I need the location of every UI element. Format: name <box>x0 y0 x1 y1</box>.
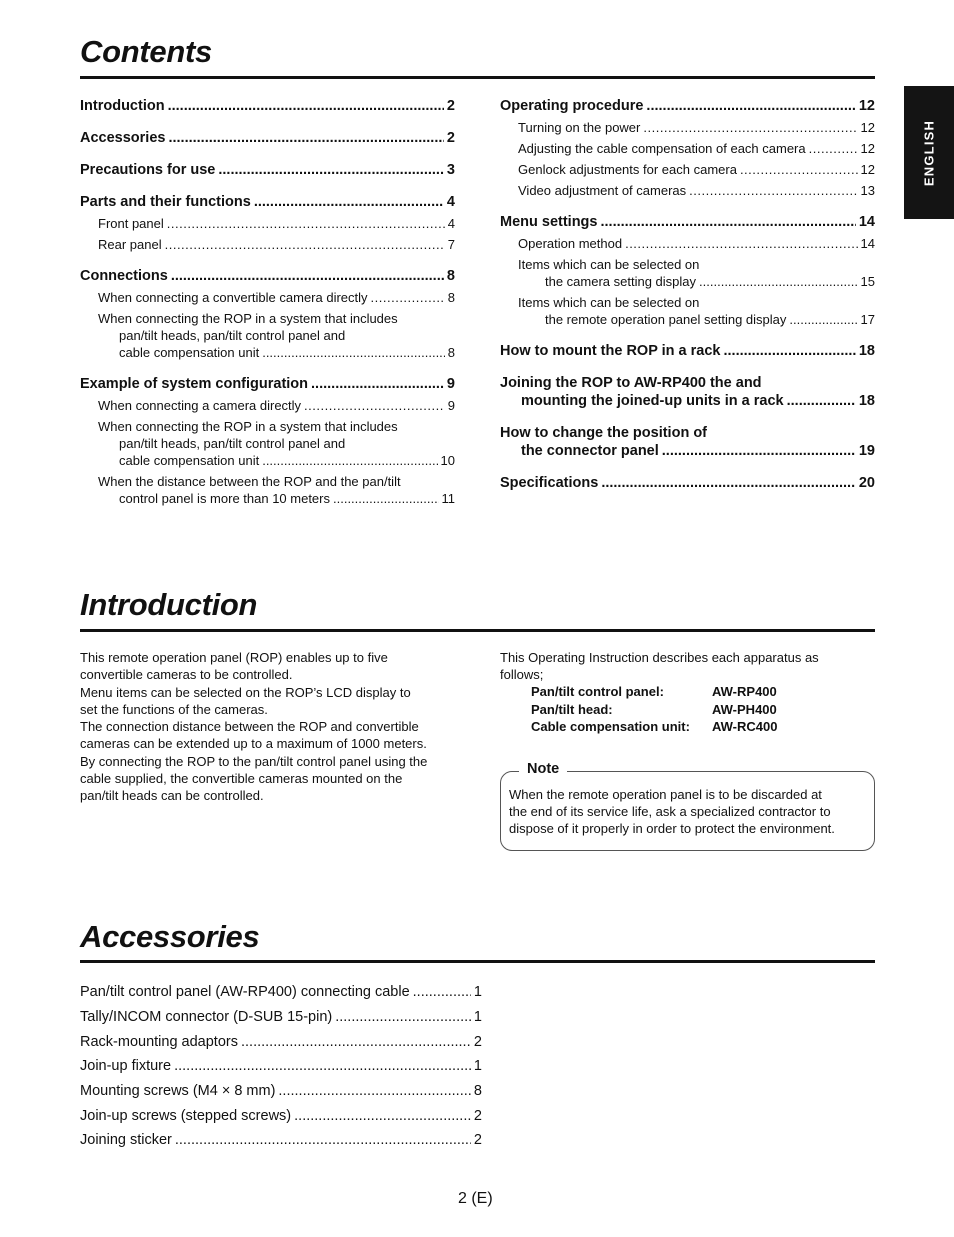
dot-leader <box>809 140 858 157</box>
toc-entry-page: 14 <box>860 236 875 251</box>
apparatus-model: AW-PH400 <box>712 701 777 717</box>
toc-entry-line-page: 18 <box>858 393 875 409</box>
toc-entry <box>500 294 875 328</box>
note-line: dispose of it properly in order to protect the environment. <box>509 821 835 836</box>
accessory-item-label: Join-up fixture <box>80 1058 172 1075</box>
toc-entry-page: 2 <box>446 130 455 146</box>
toc-entry-line <box>98 490 455 507</box>
toc-entry-line-page: 15 <box>860 274 875 289</box>
contents-right-column <box>500 97 875 492</box>
intro-line: Menu items can be selected on the ROP’s LCD display to <box>80 684 411 700</box>
dot-leader <box>165 236 445 253</box>
accessory-item-page: 2 <box>473 1033 482 1050</box>
apparatus-model: AW-RC400 <box>712 719 778 734</box>
toc-entry-line-page: 17 <box>860 312 875 327</box>
language-tab-label: ENGLISH <box>921 119 937 186</box>
toc-entry-line-page: 10 <box>440 453 455 468</box>
toc-entry-line: When connecting the ROP in a system that includes <box>98 419 398 434</box>
toc-entry <box>80 310 455 361</box>
toc-entry-page: 12 <box>860 162 875 177</box>
toc-entry-line-label: the remote operation panel setting display <box>545 312 787 327</box>
toc-entry <box>500 97 875 115</box>
dot-leader <box>168 129 443 147</box>
dot-leader <box>171 267 444 285</box>
toc-entry-line <box>518 311 875 328</box>
toc-entry <box>80 418 455 469</box>
toc-entry-page: 4 <box>447 216 455 231</box>
toc-entry-page: 8 <box>446 268 455 284</box>
apparatus-row <box>531 701 777 719</box>
toc-entry-line-page: 11 <box>441 491 455 506</box>
intro-line: cameras can be extended up to a maximum of 1000 meters. <box>80 736 427 752</box>
introduction-heading: Introduction <box>80 587 258 622</box>
toc-entry <box>80 289 455 306</box>
dot-leader <box>168 97 444 115</box>
apparatus-label: Cable compensation unit: <box>531 719 690 734</box>
toc-entry-line-label: control panel is more than 10 meters <box>119 491 330 506</box>
note-text <box>509 786 835 837</box>
accessory-item-page: 2 <box>473 1107 482 1124</box>
toc-entry-label: Genlock adjustments for each camera <box>518 162 737 177</box>
toc-entry-page: 2 <box>446 98 455 114</box>
dot-leader <box>218 161 444 179</box>
accessory-item-page: 1 <box>473 1058 482 1075</box>
toc-entry-line-page: 8 <box>447 345 455 360</box>
apparatus-model: AW-RP400 <box>712 684 777 699</box>
dot-leader <box>600 213 855 231</box>
intro-line: This remote operation panel (ROP) enables up to five <box>80 650 388 665</box>
toc-entry <box>500 474 875 492</box>
toc-entry-line: pan/tilt heads, pan/tilt control panel and <box>119 328 346 343</box>
toc-entry-page: 9 <box>446 376 455 392</box>
toc-entry-line <box>500 442 875 460</box>
toc-entry-label: Operation method <box>518 236 623 251</box>
dot-leader <box>643 119 857 136</box>
toc-entry <box>80 215 455 232</box>
dot-leader <box>646 97 855 115</box>
toc-entry-page: 4 <box>446 194 455 210</box>
toc-entry <box>500 119 875 136</box>
accessory-item-label: Pan/tilt control panel (AW-RP400) connecting cable <box>80 984 410 1001</box>
toc-entry-label: Accessories <box>80 130 166 146</box>
introduction-text-right <box>500 649 819 684</box>
dot-leader <box>699 273 858 290</box>
intro-line: The connection distance between the ROP and convertible <box>80 719 419 735</box>
toc-entry-line: When connecting the ROP in a system that includes <box>98 311 398 326</box>
toc-entry-line: Items which can be selected on <box>518 257 700 272</box>
accessory-item-label: Mounting screws (M4 × 8 mm) <box>80 1083 276 1100</box>
accessories-rule <box>80 960 875 963</box>
note-title: Note <box>519 761 567 777</box>
dot-leader <box>175 1132 471 1148</box>
accessory-item <box>80 980 482 1005</box>
dot-leader <box>689 182 857 199</box>
accessory-item-label: Joining sticker <box>80 1132 172 1149</box>
toc-entry-label: Example of system configuration <box>80 376 309 392</box>
accessory-item <box>80 1103 482 1128</box>
note-line: When the remote operation panel is to be discarded at <box>509 787 822 802</box>
toc-entry <box>500 424 875 460</box>
contents-left-column <box>80 97 455 507</box>
dot-leader <box>333 490 439 507</box>
toc-entry <box>80 267 455 285</box>
toc-entry-line: Items which can be selected on <box>518 295 700 310</box>
toc-entry <box>500 182 875 199</box>
dot-leader <box>723 342 855 360</box>
toc-entry-page: 12 <box>858 98 875 114</box>
dot-leader <box>371 289 445 306</box>
dot-leader <box>311 375 444 393</box>
toc-entry-line-label: the connector panel <box>521 443 659 459</box>
toc-entry-line <box>98 452 455 469</box>
toc-entry-label: Operating procedure <box>500 98 644 114</box>
dot-leader <box>304 397 445 414</box>
accessory-item-label: Join-up screws (stepped screws) <box>80 1107 292 1124</box>
toc-entry-label: Connections <box>80 268 168 284</box>
toc-entry-label: When connecting a camera directly <box>98 398 302 413</box>
toc-entry-page: 13 <box>860 183 875 198</box>
accessory-item <box>80 1005 482 1030</box>
accessory-item-page: 1 <box>473 984 482 1001</box>
toc-entry-line-label: mounting the joined-up units in a rack <box>521 393 784 409</box>
toc-entry <box>80 473 455 507</box>
dot-leader <box>662 442 856 460</box>
toc-entry-label: How to mount the ROP in a rack <box>500 343 721 359</box>
apparatus-row <box>531 718 777 736</box>
contents-rule <box>80 76 875 79</box>
apparatus-row <box>531 683 777 701</box>
toc-entry <box>80 97 455 115</box>
toc-entry-page: 12 <box>860 141 875 156</box>
apparatus-label: Pan/tilt control panel: <box>531 684 664 699</box>
toc-entry <box>80 193 455 211</box>
intro-line: cable supplied, the convertible cameras mounted on the <box>80 771 403 787</box>
introduction-rule <box>80 629 875 632</box>
toc-entry-label: Menu settings <box>500 214 598 230</box>
toc-entry-line-label: cable compensation unit <box>119 345 260 360</box>
toc-entry <box>500 256 875 290</box>
toc-entry-page: 7 <box>447 237 455 252</box>
accessory-item-page: 2 <box>473 1132 482 1149</box>
toc-entry <box>500 374 875 410</box>
toc-entry <box>500 342 875 360</box>
toc-entry-label: Rear panel <box>98 237 162 252</box>
toc-entry-page: 8 <box>447 290 455 305</box>
accessory-item-label: Rack-mounting adaptors <box>80 1033 238 1050</box>
accessory-item <box>80 1079 482 1104</box>
toc-entry-line-label: cable compensation unit <box>119 453 260 468</box>
dot-leader <box>174 1058 471 1074</box>
toc-entry-label: Turning on the power <box>518 120 641 135</box>
dot-leader <box>294 1108 471 1124</box>
toc-entry-line <box>500 392 875 410</box>
intro-line: By connecting the ROP to the pan/tilt control panel using the <box>80 753 428 769</box>
note-line: the end of its service life, ask a specialized contractor to <box>509 804 831 819</box>
dot-leader <box>241 1034 471 1050</box>
page-number: 2 (E) <box>458 1190 493 1207</box>
toc-entry-line <box>98 344 455 361</box>
toc-entry-page: 9 <box>447 398 455 413</box>
toc-entry <box>80 236 455 253</box>
toc-entry-line: When the distance between the ROP and the pan/tilt <box>98 474 401 489</box>
dot-leader <box>262 344 445 361</box>
toc-entry <box>500 140 875 157</box>
accessory-item-label: Tally/INCOM connector (D-SUB 15-pin) <box>80 1009 333 1026</box>
accessory-item <box>80 1128 482 1153</box>
toc-entry <box>80 129 455 147</box>
dot-leader <box>413 984 471 1000</box>
toc-entry <box>80 375 455 393</box>
accessories-heading: Accessories <box>80 919 260 954</box>
toc-entry-label: Front panel <box>98 216 164 231</box>
toc-entry-page: 20 <box>858 475 875 491</box>
toc-entry-line: How to change the position of <box>500 425 708 441</box>
toc-entry-line: Joining the ROP to AW-RP400 the and <box>500 375 762 391</box>
toc-entry-label: Adjusting the cable compensation of each camera <box>518 141 806 156</box>
language-tab <box>904 86 954 219</box>
dot-leader <box>789 311 857 328</box>
toc-entry-line <box>518 273 875 290</box>
toc-entry-label: Parts and their functions <box>80 194 251 210</box>
intro-line: follows; <box>500 667 544 683</box>
intro-line: This Operating Instruction describes each apparatus as <box>500 650 819 665</box>
apparatus-label: Pan/tilt head: <box>531 701 613 717</box>
accessory-item <box>80 1029 482 1054</box>
toc-entry <box>500 235 875 252</box>
dot-leader <box>335 1009 471 1025</box>
intro-line: set the functions of the cameras. <box>80 701 268 717</box>
toc-entry-page: 14 <box>858 214 875 230</box>
dot-leader <box>625 235 857 252</box>
dot-leader <box>254 193 444 211</box>
dot-leader <box>167 215 445 232</box>
toc-entry <box>500 161 875 178</box>
dot-leader <box>601 474 856 492</box>
toc-entry-page: 18 <box>858 343 875 359</box>
intro-line: pan/tilt heads can be controlled. <box>80 788 264 804</box>
toc-entry <box>500 213 875 231</box>
toc-entry-label: Video adjustment of cameras <box>518 183 687 198</box>
toc-entry-label: Specifications <box>500 475 599 491</box>
contents-heading: Contents <box>80 34 212 69</box>
dot-leader <box>278 1083 471 1099</box>
toc-entry-label: Precautions for use <box>80 162 216 178</box>
toc-entry-line-label: the camera setting display <box>545 274 697 289</box>
intro-line: convertible cameras to be controlled. <box>80 667 293 683</box>
accessory-item <box>80 1054 482 1079</box>
accessory-item-page: 1 <box>473 1009 482 1026</box>
toc-entry <box>80 161 455 179</box>
toc-entry-line: pan/tilt heads, pan/tilt control panel and <box>119 436 346 451</box>
dot-leader <box>740 161 858 178</box>
accessories-list <box>80 980 482 1153</box>
dot-leader <box>262 452 437 469</box>
accessory-item-page: 8 <box>473 1083 482 1100</box>
toc-entry-line-page: 19 <box>858 443 875 459</box>
apparatus-list <box>531 683 777 736</box>
toc-entry-page: 3 <box>446 162 455 178</box>
toc-entry-label: When connecting a convertible camera directly <box>98 290 368 305</box>
toc-entry <box>80 397 455 414</box>
toc-entry-label: Introduction <box>80 98 165 114</box>
introduction-text-left <box>80 649 427 805</box>
dot-leader <box>787 392 856 410</box>
toc-entry-page: 12 <box>860 120 875 135</box>
